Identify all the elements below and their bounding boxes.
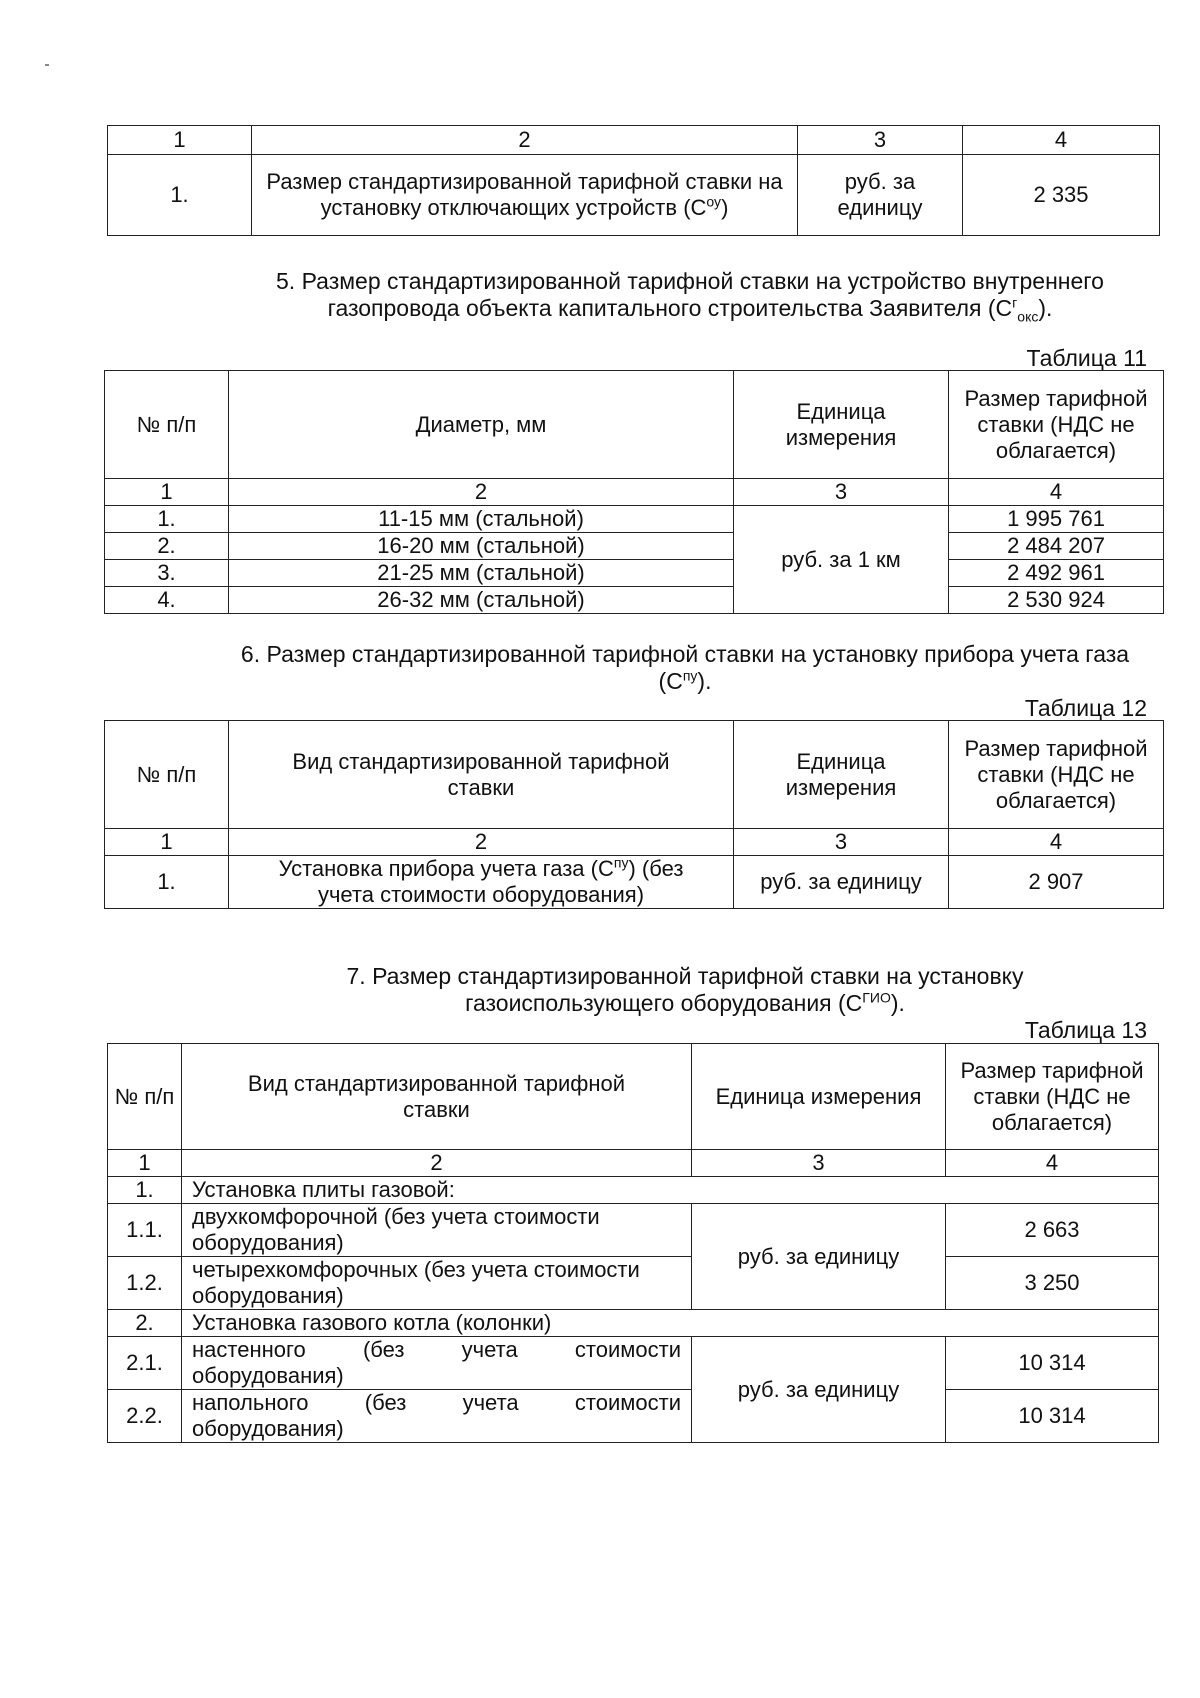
table-11 [104,370,1164,614]
header-unit: Единица измерения [734,721,949,829]
row-number: 1. [105,506,229,533]
col-number-1: 1 [108,1150,182,1177]
group-number: 2. [108,1310,182,1337]
col-number-2: 2 [182,1150,692,1177]
table-row [108,1257,1159,1310]
col-number-4: 4 [963,126,1160,155]
rate-value: 2 907 [949,856,1164,909]
rate-name: Размер стандартизированной тарифной ставки на установку отключающих устройств $(С^{оу})$ [252,155,798,236]
row-number: 2. [105,533,229,560]
diameter-cell: 26-32 мм (стальной) [229,587,734,614]
row-number: 4. [105,587,229,614]
rate-value: 10 314 [946,1390,1159,1443]
rate-name: двухкомфорочной (без учета стоимости оборудования) [182,1204,692,1257]
scan-speck [45,64,49,66]
rate-value: 2 492 961 [949,560,1164,587]
header-rate: Размер тарифной ставки (НДС не облагается) [949,721,1164,829]
table-row [105,587,1164,614]
diameter-cell: 16-20 мм (стальной) [229,533,734,560]
group-row [108,1177,1159,1204]
table-row [108,1337,1159,1390]
table-11-label: Таблица 11 [1026,345,1147,371]
table-12-label: Таблица 12 [1024,695,1147,721]
section-7-heading: 7. Размер стандартизированной тарифной ставки на установку газоиспользующего оборудования $(С^{ГИО})$. [346,963,1024,1016]
header-number: № п/п [108,1044,182,1150]
col-number-4: 4 [949,829,1164,856]
rate-value: 1 995 761 [949,506,1164,533]
row-number: 1.1. [108,1204,182,1257]
header-unit: Единица измерения [692,1044,946,1150]
diameter-cell: 11-15 мм (стальной) [229,506,734,533]
rate-value: 2 335 [963,155,1160,236]
table-row [108,155,1160,236]
group-number: 1. [108,1177,182,1204]
group-title: Установка плиты газовой: [182,1177,1159,1204]
header-rate-type: Вид стандартизированной тарифной ставки [229,721,734,829]
group-title: Установка газового котла (колонки) [182,1310,1159,1337]
col-number-1: 1 [105,829,229,856]
row-number: 2.1. [108,1337,182,1390]
section-6-heading: 6. Размер стандартизированной тарифной ставки на установку прибора учета газа $(С^{пу})$. [240,641,1130,694]
unit-cell: руб. за 1 км [734,506,949,614]
col-number-2: 2 [229,479,734,506]
header-unit: Единица измерения [734,371,949,479]
col-number-3: 3 [734,829,949,856]
col-number-3: 3 [734,479,949,506]
table-13 [107,1043,1159,1443]
col-number-1: 1 [108,126,252,155]
row-number: 2.2. [108,1390,182,1443]
rate-value: 2 663 [946,1204,1159,1257]
row-number: 1. [108,155,252,236]
table-row [105,856,1164,909]
unit-cell: руб. за единицу [692,1204,946,1310]
col-number-4: 4 [946,1150,1159,1177]
row-number: 1. [105,856,229,909]
row-number: 1.2. [108,1257,182,1310]
row-number: 3. [105,560,229,587]
unit-cell: руб. за единицу [692,1337,946,1443]
rate-name: настенного (без учета стоимости оборудования) [182,1337,692,1390]
table-row [108,1390,1159,1443]
col-number-2: 2 [229,829,734,856]
col-number-1: 1 [105,479,229,506]
diameter-cell: 21-25 мм (стальной) [229,560,734,587]
col-number-3: 3 [798,126,963,155]
group-row [108,1310,1159,1337]
rate-value: 2 484 207 [949,533,1164,560]
header-number: № п/п [105,371,229,479]
col-number-2: 2 [252,126,798,155]
section-5-heading: 5. Размер стандартизированной тарифной ставки на устройство внутреннего газопровода объекта капитального строительства Заявителя $(С^г_{окс})$. [276,268,1104,325]
col-number-3: 3 [692,1150,946,1177]
table-12 [104,720,1164,909]
table-10-continuation [107,125,1160,236]
table-13-label: Таблица 13 [1024,1017,1147,1043]
rate-name: Установка прибора учета газа $(С^{пу})$ (без учета стоимости оборудования) [229,856,734,909]
unit-cell: руб. за единицу [734,856,949,909]
col-number-4: 4 [949,479,1164,506]
header-rate: Размер тарифной ставки (НДС не облагается) [946,1044,1159,1150]
table-row [108,1204,1159,1257]
rate-value: 3 250 [946,1257,1159,1310]
table-row [105,506,1164,533]
rate-value: 2 530 924 [949,587,1164,614]
rate-name: напольного (без учета стоимости оборудования) [182,1390,692,1443]
header-diameter: Диаметр, мм [229,371,734,479]
table-row [105,533,1164,560]
table-row [105,560,1164,587]
header-rate: Размер тарифной ставки (НДС не облагается) [949,371,1164,479]
rate-value: 10 314 [946,1337,1159,1390]
header-number: № п/п [105,721,229,829]
unit-cell: руб. за единицу [798,155,963,236]
header-rate-type: Вид стандартизированной тарифной ставки [182,1044,692,1150]
rate-name: четырехкомфорочных (без учета стоимости оборудования) [182,1257,692,1310]
